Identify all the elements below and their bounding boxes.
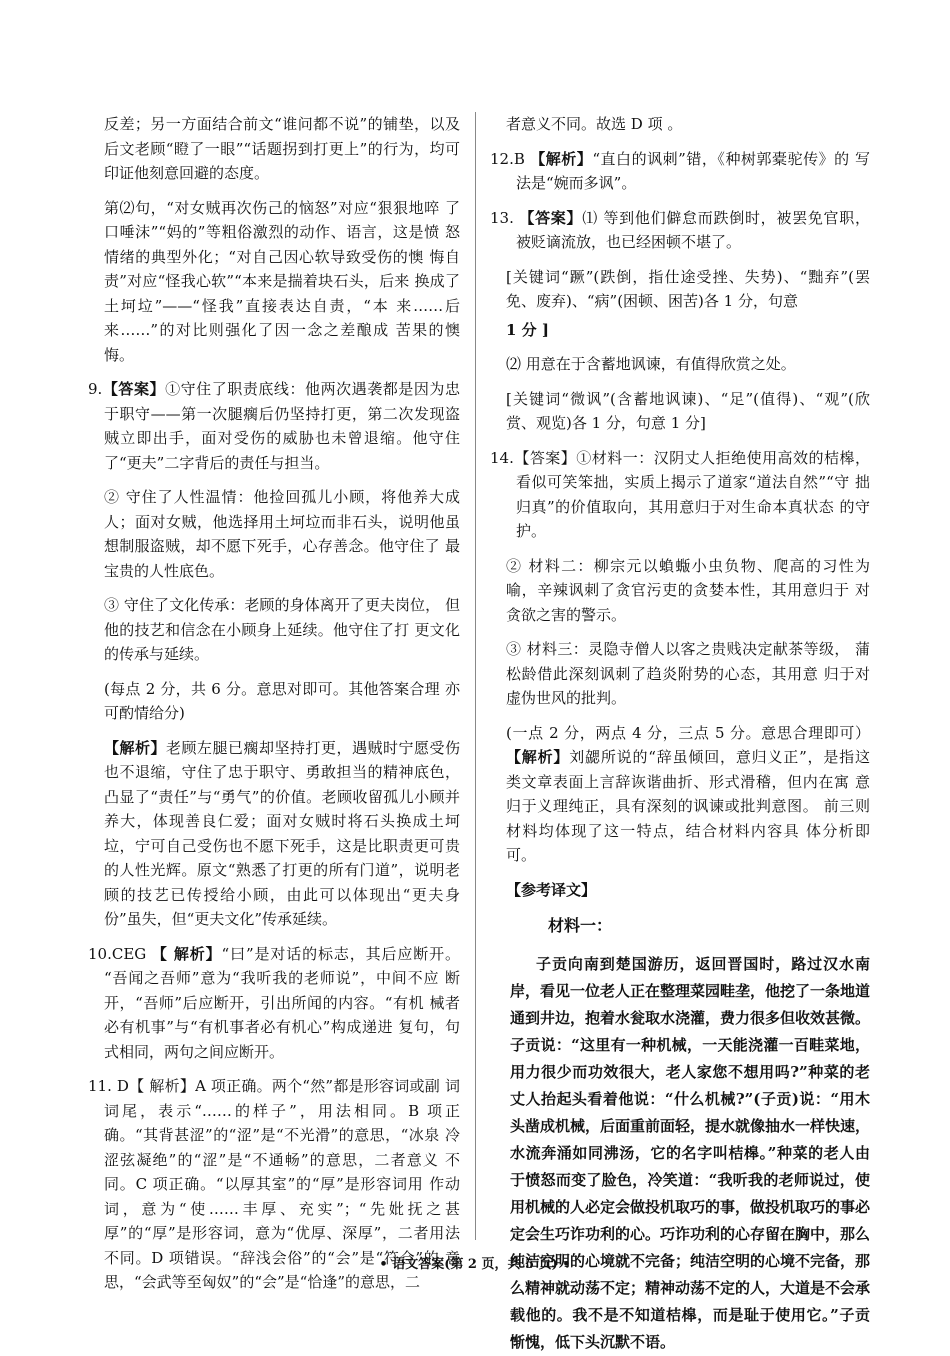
question-13-keywords-1-score: 1 分 ]: [506, 320, 549, 339]
answer-text: ①守住了职责底线：他两次遇袭都是因为忠于职守——第一次腿瘸后仍坚持打更，第二次发现盗贼立即出手，面对受伤的威胁也未曾退缩。他守住了“更夫”二字背后的责任与担当。: [104, 380, 460, 472]
question-9-point-2: ② 守住了人性温情：他捡回孤儿小顾，将他养大成 人；面对女贼，他选择用土坷垃而非石头，说明他虽 想制服盗贼，却不愿下死手，心存善念。他守住了 最宝贵的人性底色。: [104, 488, 460, 580]
question-9-score: (每点 2 分，共 6 分。意思对即可。其他答案合理 亦可酌情给分): [104, 679, 460, 722]
analysis-tag: 【 解析】: [128, 1077, 196, 1095]
material-1-heading: 材料一：: [548, 916, 613, 935]
question-14-point-3: ③ 材料三：灵隐寺僧人以客之贵贱决定献茶等级， 蒲松龄借此深刻讽刺了趋炎附势的心态，其用意 归于对虚伪世风的批判。: [506, 640, 870, 707]
question-14-answer: [490, 446, 870, 544]
analysis-tag: 【 解析】: [151, 944, 222, 963]
right-column: [490, 112, 870, 1356]
analysis-text: 刘勰所说的“辞虽倾回，意归义正”，是指这 类文章表面上言辞诙谐曲折、形式滑稽，但内在寓 意归于义理纯正，具有深刻的讽谏或批判意图。 前三则材料均体现了这一特点，结合材料内容具 体分析即可。: [506, 748, 870, 864]
column-divider: [475, 112, 476, 1240]
analysis-text: “曰”是对话的标志，其后应断开。 “吾闻之吾师”意为“我听我的老师说”，中间不应 断开，“吾师”后应断开，引出所闻的内容。“有机 械者必有机事”与“有机事者必有机心”构成递进 复句，句式相同，两句之间应断开。: [104, 944, 460, 1061]
question-9-point-3: ③ 守住了文化传承：老顾的身体离开了更夫岗位， 但他的技艺和信念在小顾身上延续。他守住了打 更文化的传承与延续。: [104, 596, 460, 663]
question-12: [490, 147, 870, 196]
question-10: [88, 942, 460, 1065]
analysis-tag: 【解析】: [104, 738, 166, 757]
question-number: 13.: [490, 208, 514, 227]
question-13-answer: [490, 206, 870, 255]
question-13-answer-2: ⑵ 用意在于含蓄地讽谏，有值得欣赏之处。: [506, 355, 796, 373]
question-14-score-analysis: [490, 721, 870, 868]
score-text: (一点 2 分，两点 4 分，三点 5 分。意思合理即可）: [506, 723, 870, 742]
question-13-keywords-2: [关键词“微讽”(含蓄地讽谏)、“足”(值得)、“观”(欣赏、观览)各 1 分，句意 1 分]: [506, 389, 870, 432]
analysis-tag: 【解析】: [530, 149, 593, 168]
analysis-text: A 项正确。两个“然”都是形容词或副 词词尾，表示“……的样子”，用法相同。B 项正 确。“其背甚涩”的“涩”是“不光滑”的意思，“冰泉 冷涩弦凝绝”的“涩”是“不通畅”的意思，二者意义 不同。C 项正确。“以厚其室”的“厚”是形容词用 作动词，意为“使……丰厚、充实”；“先妣抚之甚 厚”的“厚”是形容词，意为“优厚、深厚”，二者用法 不同。D 项错误。“辞浅会俗”的“会”是“符合”的 意思，“会武等至匈奴”的“会”是“恰逢”的意思，二: [104, 1077, 460, 1291]
question-9-answer: [88, 377, 460, 475]
paragraph-continuation: 反差；另一方面结合前文“谁问都不说”的铺垫，以及后文老顾“瞪了一眼”“话题拐到打更上”的行为，均可印证他刻意回避的态度。: [104, 115, 460, 182]
question-9-analysis: [88, 736, 460, 932]
paragraph-sentence-2: 第⑵句，“对女贼再次伤己的恼怒”对应“狠狠地啐 了口唾沫”“妈的”等粗俗激烈的动作、语言，这是愤 怒情绪的典型外化；“对自己因心软导致受伤的懊 悔自责”对应“怪我心软”“本来是揣着块石头，后来 换成了土坷垃”——“怪我”直接表达自责，“本 来……后来……”的对比则强化了因一念之差酿成 苦果的懊悔。: [104, 198, 460, 364]
answer-text: ⑴ 等到他们僻怠而跌倒时，被罢免官职， 被贬谪流放，也已经困顿不堪了。: [516, 208, 870, 251]
answer-tag: 【答案】: [519, 208, 583, 227]
paragraph-continuation: 者意义不同。故选 D 项 。: [506, 115, 683, 133]
question-number: 10.CEG: [88, 944, 147, 963]
question-14-point-2: ② 材料二：柳宗元以蝜蝂小虫负物、爬高的习性为 喻，辛辣讽刺了贪官污吏的贪婪本性，其用意归于 对贪欲之害的警示。: [506, 556, 870, 624]
answer-text: ①材料一：汉阴丈人拒绝使用高效的桔槔， 看似可笑笨拙，实质上揭示了道家“道法自然”“守 拙归真”的价值取向，其用意归于对生命本真状态 的守护。: [516, 448, 870, 540]
material-1-translation: 子贡向南到楚国游历，返回晋国时，路过汉水南岸，看见一位老人正在整理菜园畦垄，他挖了一条地道通到井边，抱着水瓮取水浇灌，费力很多但收效甚微。子贡说：“这里有一种机械，一天能浇灌一百畦菜地，用力很少而功效很大，老人家您不想用吗?”种菜的老丈人抬起头看着他说：“什么机械?”(子贡)说：“用木头凿成机械，后面重前面轻，提水就像抽水一样快速，水流奔涌如同沸汤，它的名字叫桔槔。”种菜的老人由于愤怒而变了脸色，冷笑道：“我听我的老师说过，使用机械的人必定会做投机取巧的事，做投机取巧的事必定会生巧诈功利的心。巧诈功利的心存留在胸中，那么纯洁空明的心境就不完备；纯洁空明的心境不完备，那么精神就动荡不定；精神动荡不定的人，大道是不会承载他的。我不是不知道桔槔，而是耻于使用它。”子贡惭愧，低下头沉默不语。: [510, 954, 871, 1351]
analysis-tag: 【解析】: [506, 748, 570, 766]
question-number: 11. D: [88, 1077, 129, 1095]
left-column: [88, 112, 460, 1305]
answer-tag: 【答案】: [102, 380, 166, 398]
analysis-text: “直白的讽刺”错，《种树郭橐驼传》的 写法是“婉而多讽”。: [516, 149, 870, 192]
question-number: 14.: [490, 448, 514, 467]
question-number: 12.B: [490, 149, 525, 168]
reference-translation-heading: 【参考译文】: [506, 880, 597, 899]
answer-tag: 【答案】: [513, 448, 577, 467]
page-footer: • 语文答案(第 2 页，共 5 页) •: [379, 1257, 571, 1272]
question-13-keywords-1: [关键词“蹶”(跌倒，指仕途受挫、失势)、“黜弃”(罢免、废弃)、“病”(困顿、困苦)各 1 分，句意: [506, 267, 870, 310]
question-number: 9.: [88, 380, 103, 398]
analysis-text: 老顾左腿已瘸却坚持打更，遇贼时宁愿受伤也不退缩，守住了忠于职守、勇敢担当的精神底色，凸显了“责任”与“勇气”的价值。老顾收留孤儿小顾并养大，体现善良仁爱；面对女贼时将石头换成土坷垃，宁可自己受伤也不愿下死手，这是比职责更可贵的人性光辉。原文“熟悉了打更的所有门道”，说明老顾的技艺已传授给小顾，由此可以体现出“更夫身份”虽失，但“更夫文化”传承延续。: [104, 738, 460, 928]
